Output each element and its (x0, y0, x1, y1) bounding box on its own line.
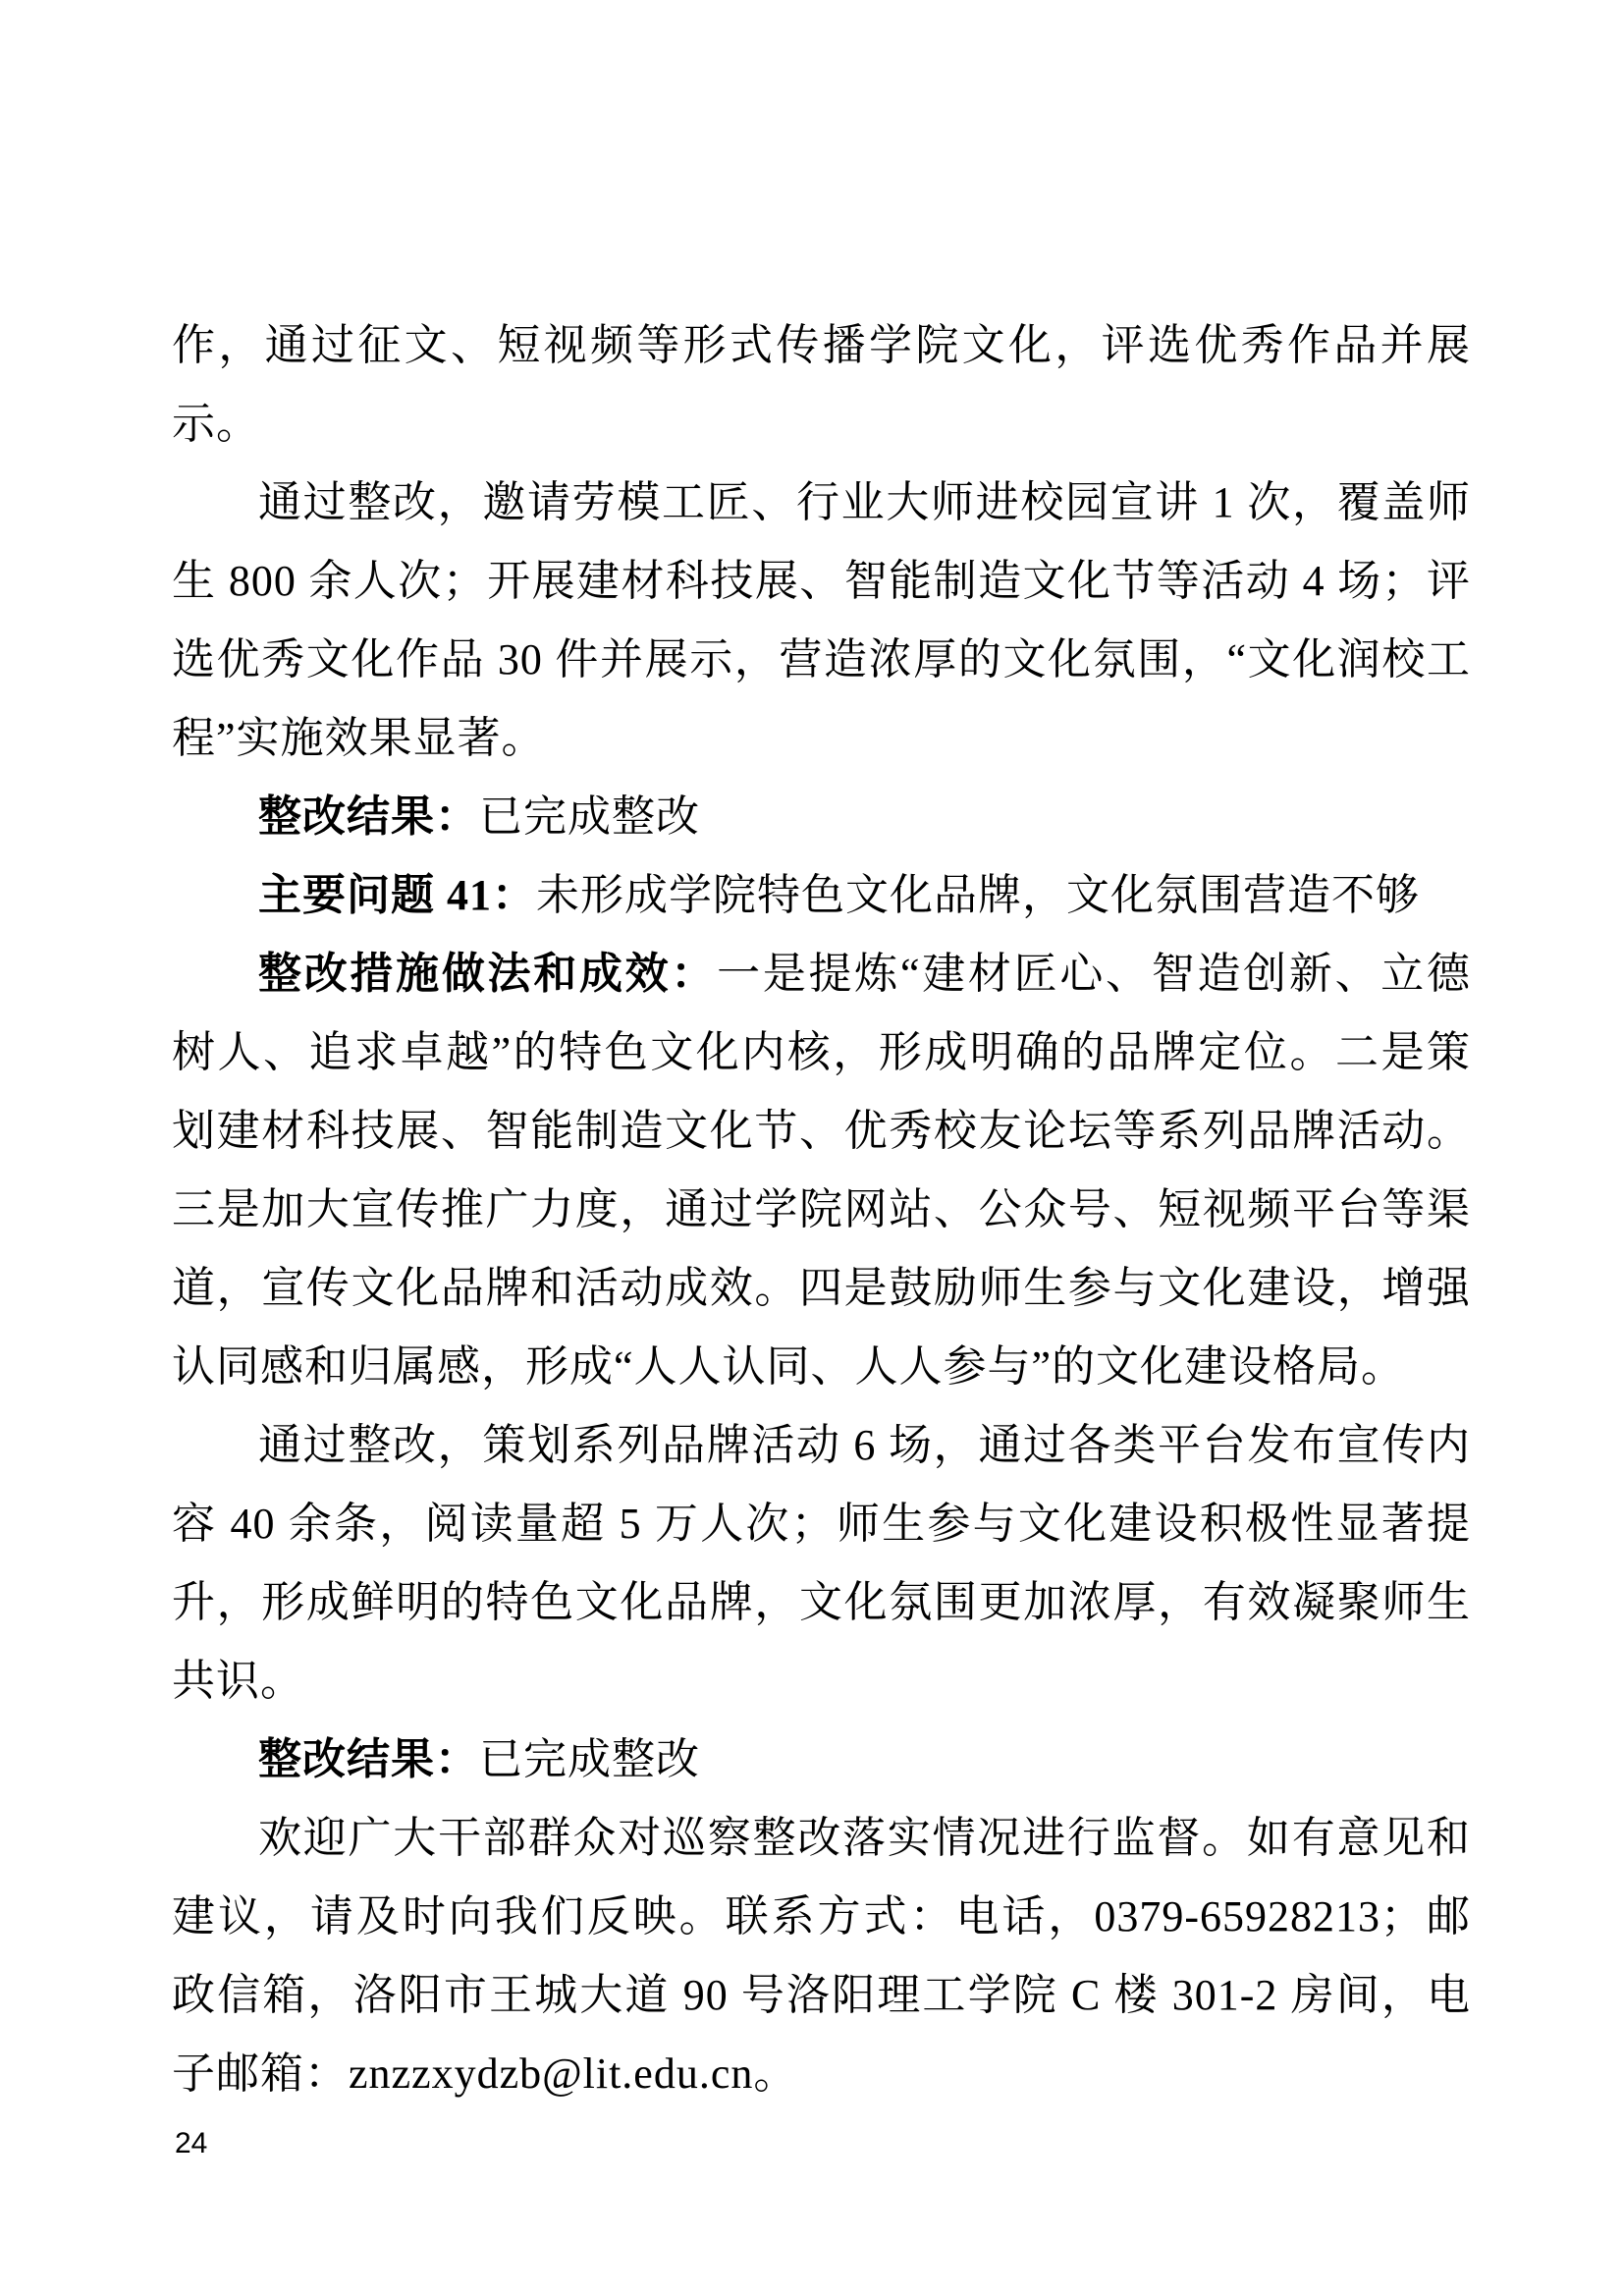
paragraph-text: 已完成整改 (479, 793, 700, 841)
paragraph-result (172, 778, 1471, 856)
paragraph-text: 已完成整改 (479, 1735, 700, 1783)
paragraph-text: 通过整改，邀请劳模工匠、行业大师进校园宣讲 1 次，覆盖师生 800 余人次；开展建材科技展、智能制造文化节等活动 4 场；评选优秀文化作品 30 件并展示，营造浓厚的文化氛围，“文化润校工程”实施效果显著。 (172, 478, 1471, 762)
paragraph-text: 通过整改，策划系列品牌活动 6 场，通过各类平台发布宣传内容 40 余条，阅读量超 5 万人次；师生参与文化建设积极性显著提升，形成鲜明的特色文化品牌，文化氛围更加浓厚，有效凝聚师生共识。 (172, 1421, 1471, 1705)
paragraph-label: 整改措施做法和成效： (258, 950, 718, 998)
page-number: 24 (175, 2127, 208, 2159)
paragraph-label: 整改结果： (258, 1735, 479, 1783)
paragraph-text: 未形成学院特色文化品牌，文化氛围营造不够 (536, 871, 1420, 919)
paragraph-label: 整改结果： (258, 793, 479, 841)
paragraph-label: 主要问题 41： (258, 871, 536, 919)
paragraph (172, 464, 1471, 778)
paragraph-contact (172, 1799, 1471, 2113)
paragraph (172, 1406, 1471, 1721)
paragraph-text: 作，通过征文、短视频等形式传播学院文化，评选优秀作品并展示。 (172, 321, 1471, 448)
paragraph-text: 欢迎广大干部群众对巡察整改落实情况进行监督。如有意见和建议，请及时向我们反映。联系方式：电话，0379-65928213；邮政信箱，洛阳市王城大道 90 号洛阳理工学院 C 楼 301-2 房间，电子邮箱：znzzxydzb@lit.edu.cn。 (172, 1814, 1471, 2098)
paragraph-text: 一是提炼“建材匠心、智造创新、立德树人、追求卓越”的特色文化内核，形成明确的品牌定位。二是策划建材科技展、智能制造文化节、优秀校友论坛等系列品牌活动。三是加大宣传推广力度，通过学院网站、公众号、短视频平台等渠道，宣传文化品牌和活动成效。四是鼓励师生参与文化建设，增强认同感和归属感，形成“人人认同、人人参与”的文化建设格局。 (172, 950, 1472, 1391)
paragraph-result (172, 1721, 1471, 1799)
paragraph-problem (172, 856, 1471, 935)
paragraph-measures (172, 935, 1471, 1406)
document-body (172, 306, 1471, 2113)
paragraph (172, 306, 1471, 464)
